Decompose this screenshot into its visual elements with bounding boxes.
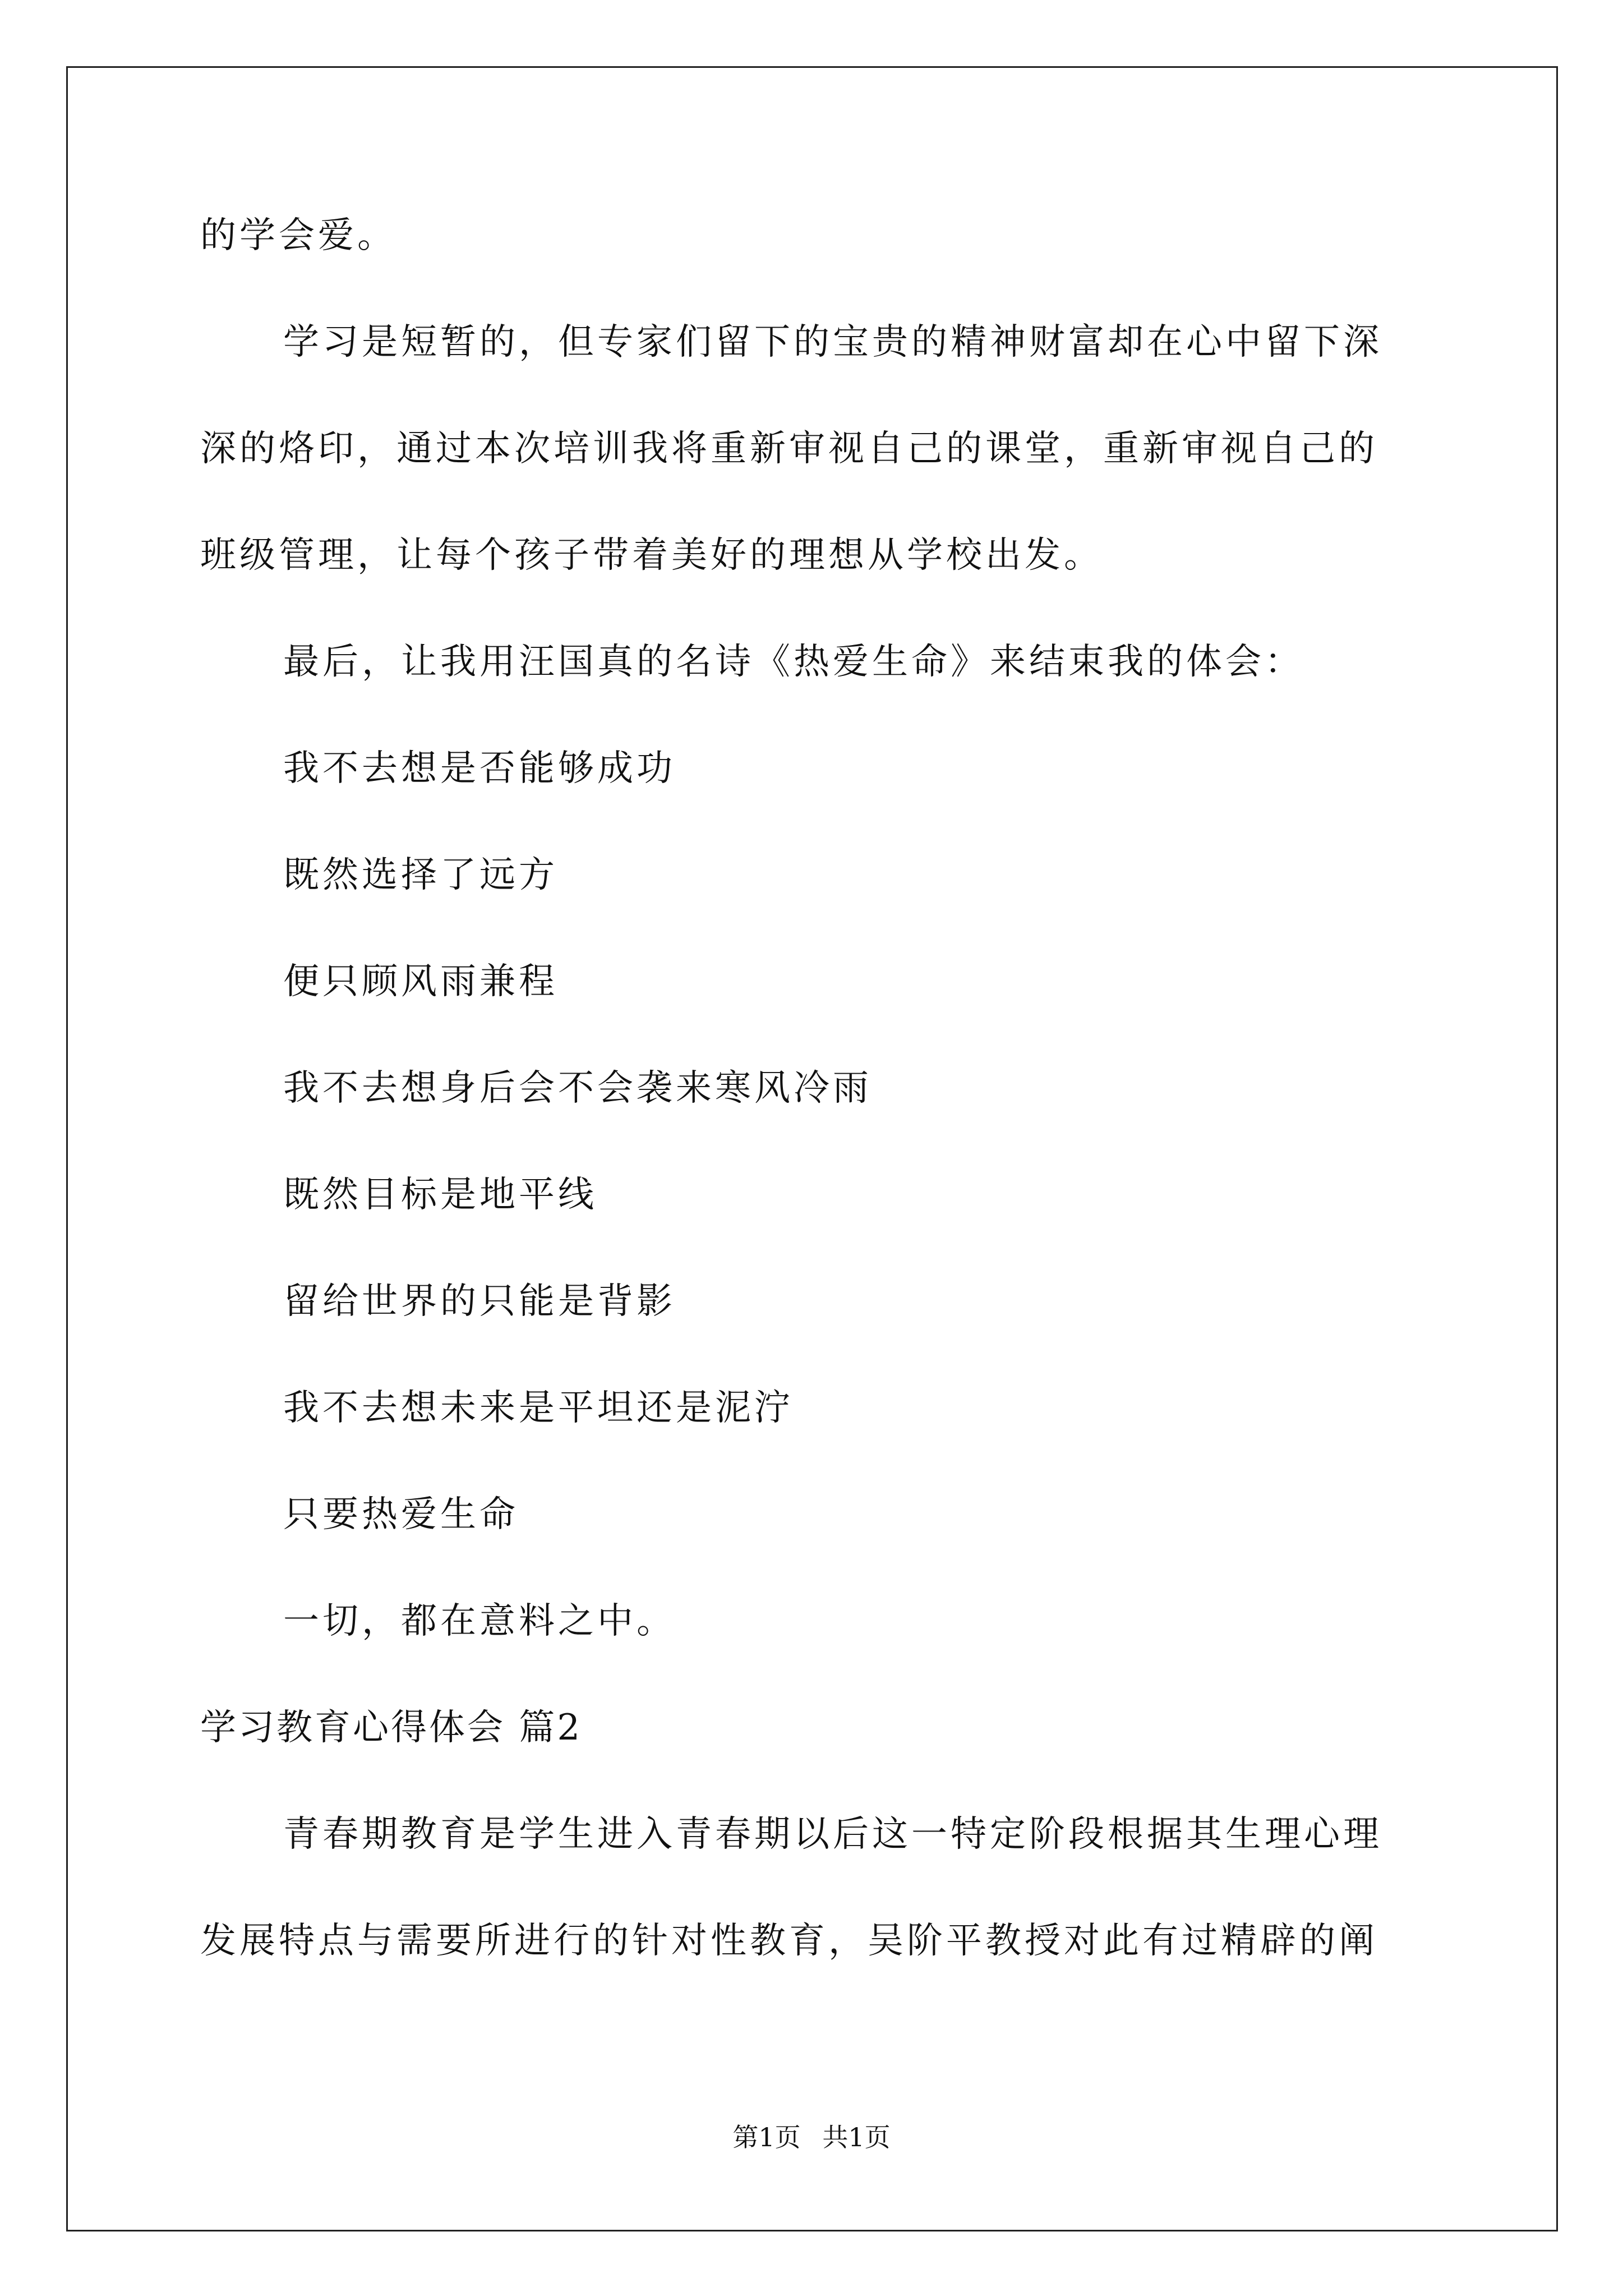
text-line: 青春期教育是学生进入青春期以后这一特定阶段根据其生理心理 — [283, 1814, 1382, 1855]
page-border — [66, 66, 1558, 2231]
section-heading: 学习教育心得体会 篇2 — [200, 1707, 583, 1749]
page-total: 共1页 — [822, 2122, 891, 2152]
page-footer — [0, 2122, 1623, 2153]
text-line: 最后，让我用汪国真的名诗《热爱生命》来结束我的体会： — [283, 641, 1304, 683]
poem-line: 我不去想是否能够成功 — [283, 748, 676, 789]
poem-line: 我不去想身后会不会袭来寒风冷雨 — [283, 1068, 872, 1109]
poem-line: 便只顾风雨兼程 — [283, 961, 558, 1002]
text-line: 深的烙印，通过本次培训我将重新审视自己的课堂，重新审视自己的 — [200, 428, 1378, 470]
poem-line: 我不去想未来是平坦还是泥泞 — [283, 1387, 794, 1429]
text-line: 班级管理，让每个孩子带着美好的理想从学校出发。 — [200, 535, 1103, 576]
page-number: 第1页 — [732, 2122, 801, 2152]
text-line: 发展特点与需要所进行的针对性教育，吴阶平教授对此有过精辟的阐 — [200, 1920, 1378, 1962]
text-line: 的学会爱。 — [200, 215, 396, 256]
poem-line: 只要热爱生命 — [283, 1494, 519, 1535]
poem-line: 既然选择了远方 — [283, 854, 558, 896]
text-line: 学习是短暂的，但专家们留下的宝贵的精神财富却在心中留下深 — [283, 321, 1382, 363]
poem-line: 一切，都在意料之中。 — [283, 1600, 676, 1642]
poem-line: 既然目标是地平线 — [283, 1174, 597, 1216]
poem-line: 留给世界的只能是背影 — [283, 1281, 676, 1322]
